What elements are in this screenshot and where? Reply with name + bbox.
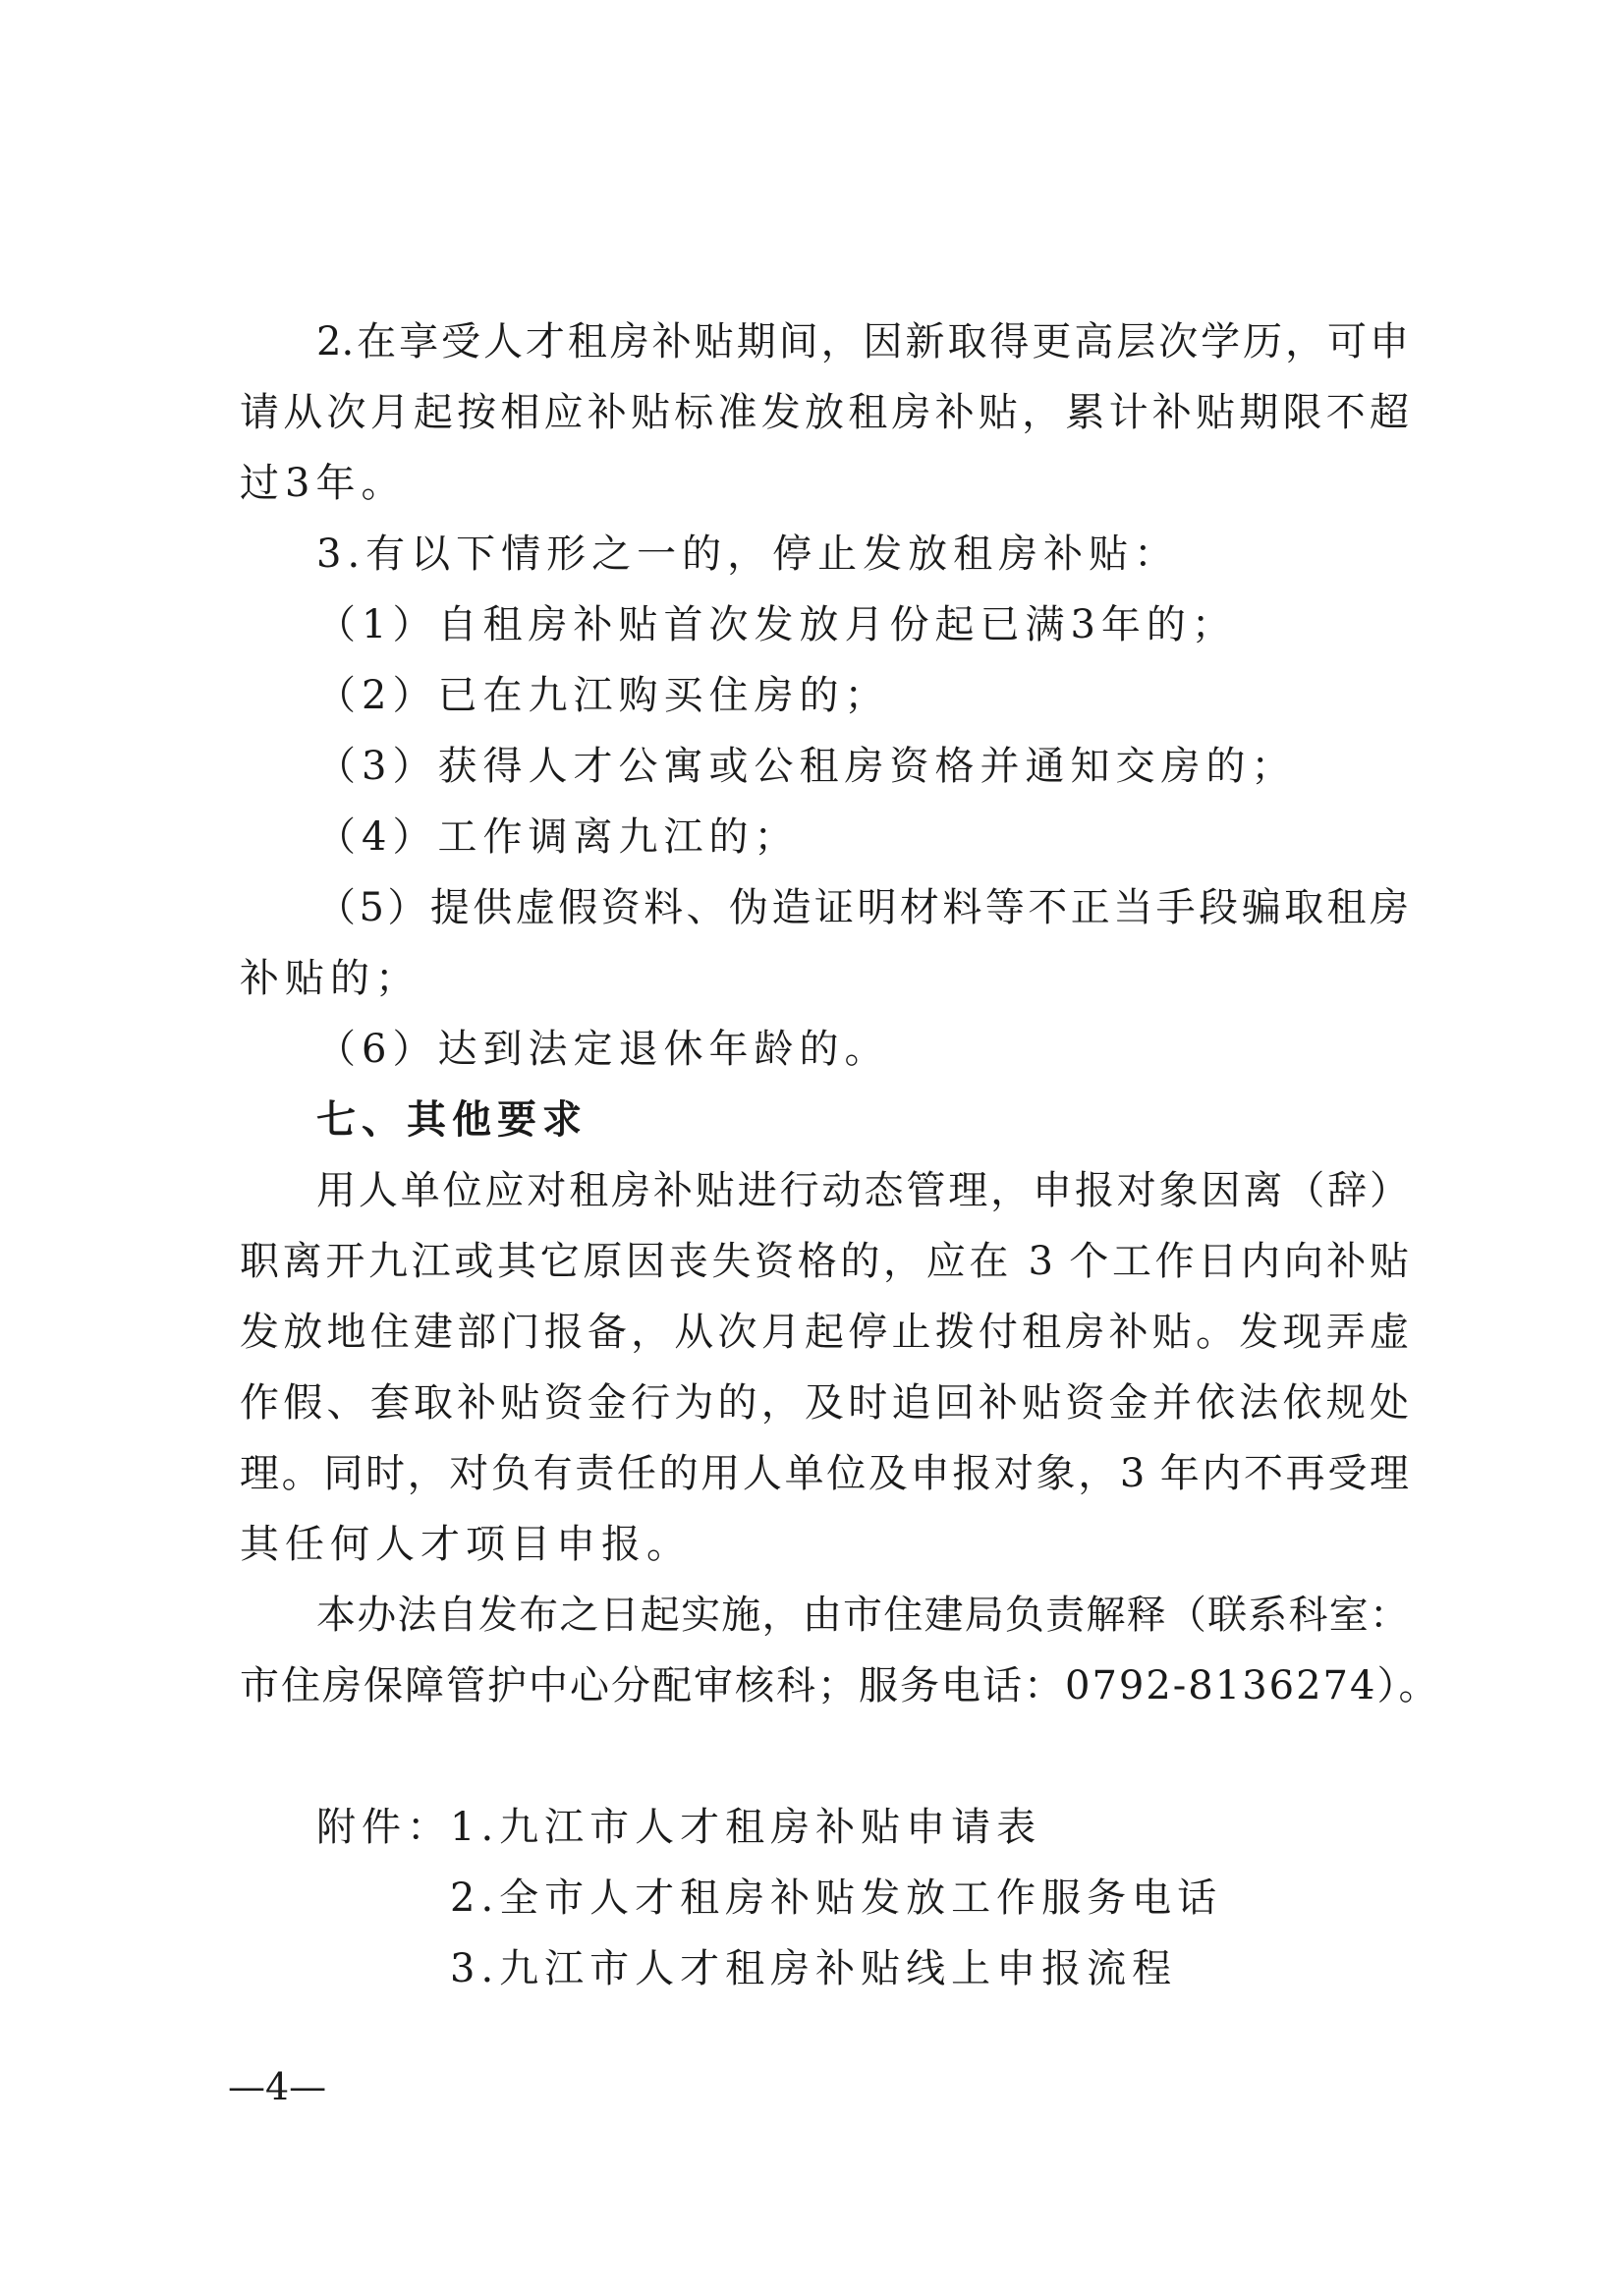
paragraph-line: 发放地住建部门报备，从次月起停止拨付租房补贴。发现弄虚 [240, 1310, 1409, 1355]
attachment-item: 1.九江市人才租房补贴申请表 [450, 1805, 1042, 1850]
list-item: （1）自租房补贴首次发放月份起已满3年的； [316, 602, 1237, 647]
paragraph-line: 其任何人才项目申报。 [240, 1522, 692, 1567]
paragraph-line: 过3年。 [240, 461, 407, 506]
attachment-item: 2.全市人才租房补贴发放工作服务电话 [450, 1875, 1223, 1921]
list-item: （2）已在九江购买住房的； [316, 673, 890, 718]
paragraph-line: 3.有以下情形之一的，停止发放租房补贴： [316, 532, 1180, 577]
paragraph-line: 职离开九江或其它原因丧失资格的，应在 3 个工作日内向补贴 [240, 1239, 1409, 1284]
paragraph-line: 请从次月起按相应补贴标准发放租房补贴，累计补贴期限不超 [240, 390, 1409, 435]
section-heading: 七、其他要求 [316, 1097, 588, 1143]
attachment-item: 3.九江市人才租房补贴线上申报流程 [450, 1946, 1178, 1991]
attachments-label: 附件： [316, 1805, 452, 1850]
page-number: —4— [228, 2065, 327, 2108]
list-item: （3）获得人才公寓或公租房资格并通知交房的； [316, 744, 1297, 789]
paragraph-line: 2.在享受人才租房补贴期间，因新取得更高层次学历，可申 [316, 319, 1409, 364]
paragraph-line: 本办法自发布之日起实施，由市住建局负责解释（联系科室： [316, 1593, 1409, 1638]
paragraph-line: 市住房保障管护中心分配审核科；服务电话：0792-8136274）。 [240, 1663, 1440, 1708]
list-item-continuation: 补贴的； [240, 956, 420, 1001]
paragraph-line: 作假、套取补贴资金行为的，及时追回补贴资金并依法依规处 [240, 1380, 1409, 1426]
list-item: （4）工作调离九江的； [316, 814, 800, 860]
list-item: （6）达到法定退休年龄的。 [316, 1027, 890, 1072]
list-item: （5）提供虚假资料、伪造证明材料等不正当手段骗取租房 [316, 885, 1409, 930]
paragraph-line: 用人单位应对租房补贴进行动态管理，申报对象因离（辞） [316, 1168, 1409, 1213]
paragraph-line: 理。同时，对负有责任的用人单位及申报对象，3 年内不再受理 [240, 1451, 1409, 1496]
